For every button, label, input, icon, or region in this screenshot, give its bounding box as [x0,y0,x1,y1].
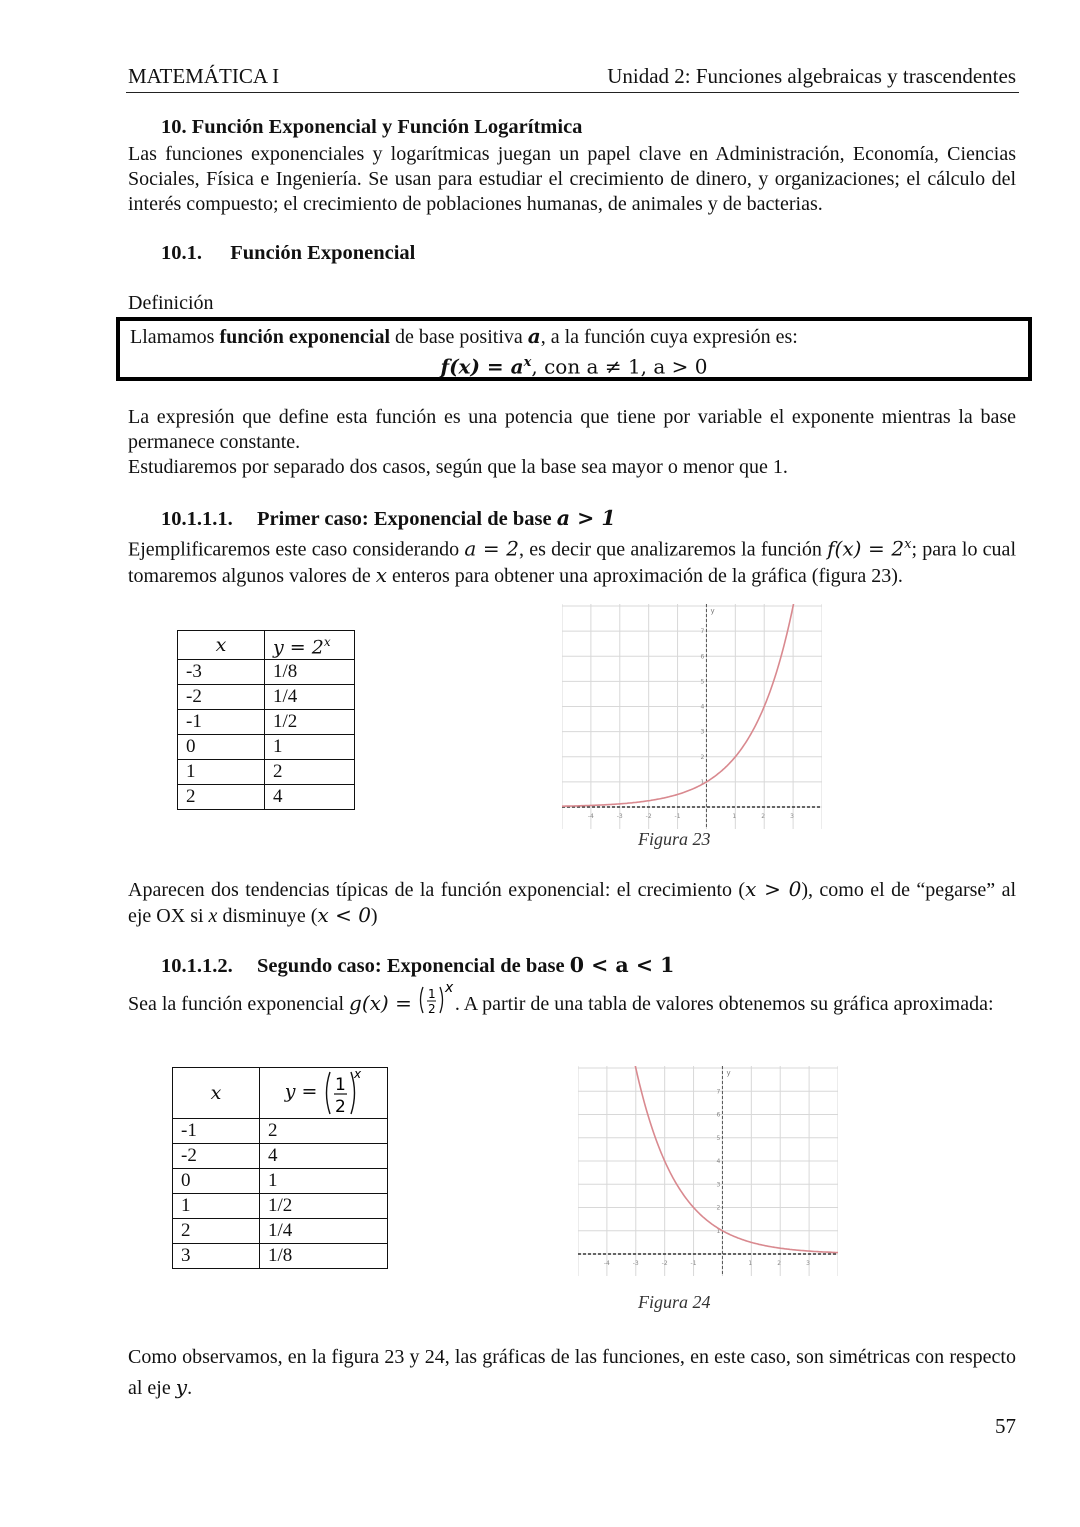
section-title: 10. Función Exponencial y Función Logarítmica [161,116,583,138]
x-tick-label: 1 [732,813,737,820]
y-axis-label: y [726,1069,731,1077]
exponential-curve-2x [562,604,795,806]
y-tick-label: 7 [700,628,705,636]
y-axis-label: y [710,607,715,615]
definition-term: función exponencial [219,326,391,348]
half-fraction-icon [322,1068,362,1118]
figure-24-caption: Figura 24 [638,1292,711,1312]
values-table-2x [177,630,355,810]
definition-label: Definición [128,292,214,314]
table-row: -1 1/2 [178,710,355,735]
subsection-heading [161,242,415,265]
table-header-row [178,631,355,660]
y-tick-label: 5 [716,1134,721,1142]
case1-conclusion: Aparecen dos tendencias típicas de la función exponencial: el crecimiento (x > 0), como el de “pegarse” al eje OX si x disminuye (x < 0) [128,877,1016,927]
x-tick-label: 3 [790,813,794,820]
x-tick-label: -1 [690,1260,697,1267]
case2-text: Sea la función exponencial g(x) = 1 2 x . A partir de una tabla de valores obtenemos su gráfica aproximada: [128,987,1016,1021]
header-rule [126,92,1019,93]
y-tick-label: 6 [716,1111,721,1119]
x-tick-label: 2 [761,813,766,820]
page-number: 57 [995,1414,1016,1438]
values-table-half-x [172,1067,388,1269]
paragraph-definition-note: La expresión que define esta función es una potencia que tiene por variable el exponente mientras la base permanece constante. [128,406,1016,453]
header-unit: Unidad 2: Funciones algebraicas y trascendentes [607,64,1016,88]
case2-heading: 10.1.1.2. Segundo caso: Exponencial de base 0 < a < 1 [161,953,675,977]
y-tick-label: 2 [716,1204,721,1212]
half-power-x [417,983,455,1021]
y-tick-label: 4 [716,1158,721,1165]
x-tick-label: -2 [645,813,652,820]
definition-base: a [527,324,541,348]
subsection-title: Función Exponencial [230,242,416,264]
figure-23-graph [562,604,822,829]
svg-text:x: x [444,983,454,997]
table-row: -1 2 [173,1119,388,1144]
x-tick-label: -2 [661,1260,668,1267]
y-tick-label: 3 [716,1181,721,1189]
svg-text:1: 1 [335,1075,347,1095]
x-tick-label: 2 [777,1260,782,1267]
table-header-x: x [173,1068,260,1119]
table-row: 0 1 [178,735,355,760]
table-row: -2 1/4 [178,685,355,710]
table-row: -2 4 [173,1144,388,1169]
x-tick-label: -4 [603,1260,610,1267]
x-tick-label: -3 [616,813,623,820]
svg-text:x: x [354,1068,362,1081]
table-row: 0 1 [173,1169,388,1194]
y-tick-label: 7 [716,1088,721,1096]
table-row: 2 1/4 [173,1219,388,1244]
table-row: 2 4 [178,785,355,810]
definition-formula: $f(x) = a^x$, con a ≠ 1, a > 0 [440,354,708,379]
svg-text:1: 1 [427,987,436,1002]
figure-24-graph [578,1066,838,1276]
x-tick-label: -1 [674,813,681,820]
svg-text:2: 2 [427,1002,436,1017]
y-tick-label: 3 [700,728,705,736]
y-tick-label: 2 [700,753,705,761]
y-tick-label: 4 [700,703,705,711]
paragraph-cases-intro: Estudiaremos por separado dos casos, según que la base sea mayor o menor que 1. [128,456,788,478]
x-tick-label: 3 [806,1260,810,1267]
figure-23-caption: Figura 23 [638,829,711,849]
y-tick-label: 1 [716,1227,721,1235]
x-tick-label: -4 [587,813,594,820]
case1-heading: 10.1.1.1. Primer caso: Exponencial de base a > 1 [161,506,616,530]
table-row: 3 1/8 [173,1244,388,1269]
table-header-y: y = 1 2 x [260,1068,388,1119]
y-tick-label: 5 [700,678,705,686]
table-row: 1 1/2 [173,1194,388,1219]
table-row: -3 1/8 [178,660,355,685]
y-tick-label: 6 [700,653,705,661]
table-header-y: $y = 2^x$ [265,631,355,660]
table-header-row [173,1068,388,1119]
x-tick-label: 1 [748,1260,753,1267]
header-course: MATEMÁTICA I [128,64,280,88]
table-row: 1 2 [178,760,355,785]
x-tick-label: -3 [632,1260,639,1267]
definition-text: Llamamos función exponencial de base positiva a, a la función cuya expresión es: [130,324,798,348]
definition-box [116,317,1032,381]
section-intro: Las funciones exponenciales y logarítmicas juegan un papel clave en Administración, Economía, Ciencias Sociales, Física e Ingeniería. Se usan para estudiar el crecimiento de dinero, y organizaciones; el cálculo del interés compuesto; el crecimiento de poblaciones humanas, de animales y de bacterias. [128,143,1016,215]
closing-paragraph: Como observamos, en la figura 23 y 24, las gráficas de las funciones, en este caso, son simétricas con respecto al eje y. [128,1346,1016,1399]
y-tick-label: 1 [700,778,705,786]
case1-text: Ejemplificaremos este caso considerando a = 2, es decir que analizaremos la función $f(x) = 2^x$; para lo cual tomaremos algunos valores de x enteros para obtener una aproximación de la gráfica (figura 23). [128,536,1016,587]
svg-text:2: 2 [335,1097,347,1117]
subsection-number: 10.1. [161,242,202,264]
table-header-x: x [178,631,265,660]
